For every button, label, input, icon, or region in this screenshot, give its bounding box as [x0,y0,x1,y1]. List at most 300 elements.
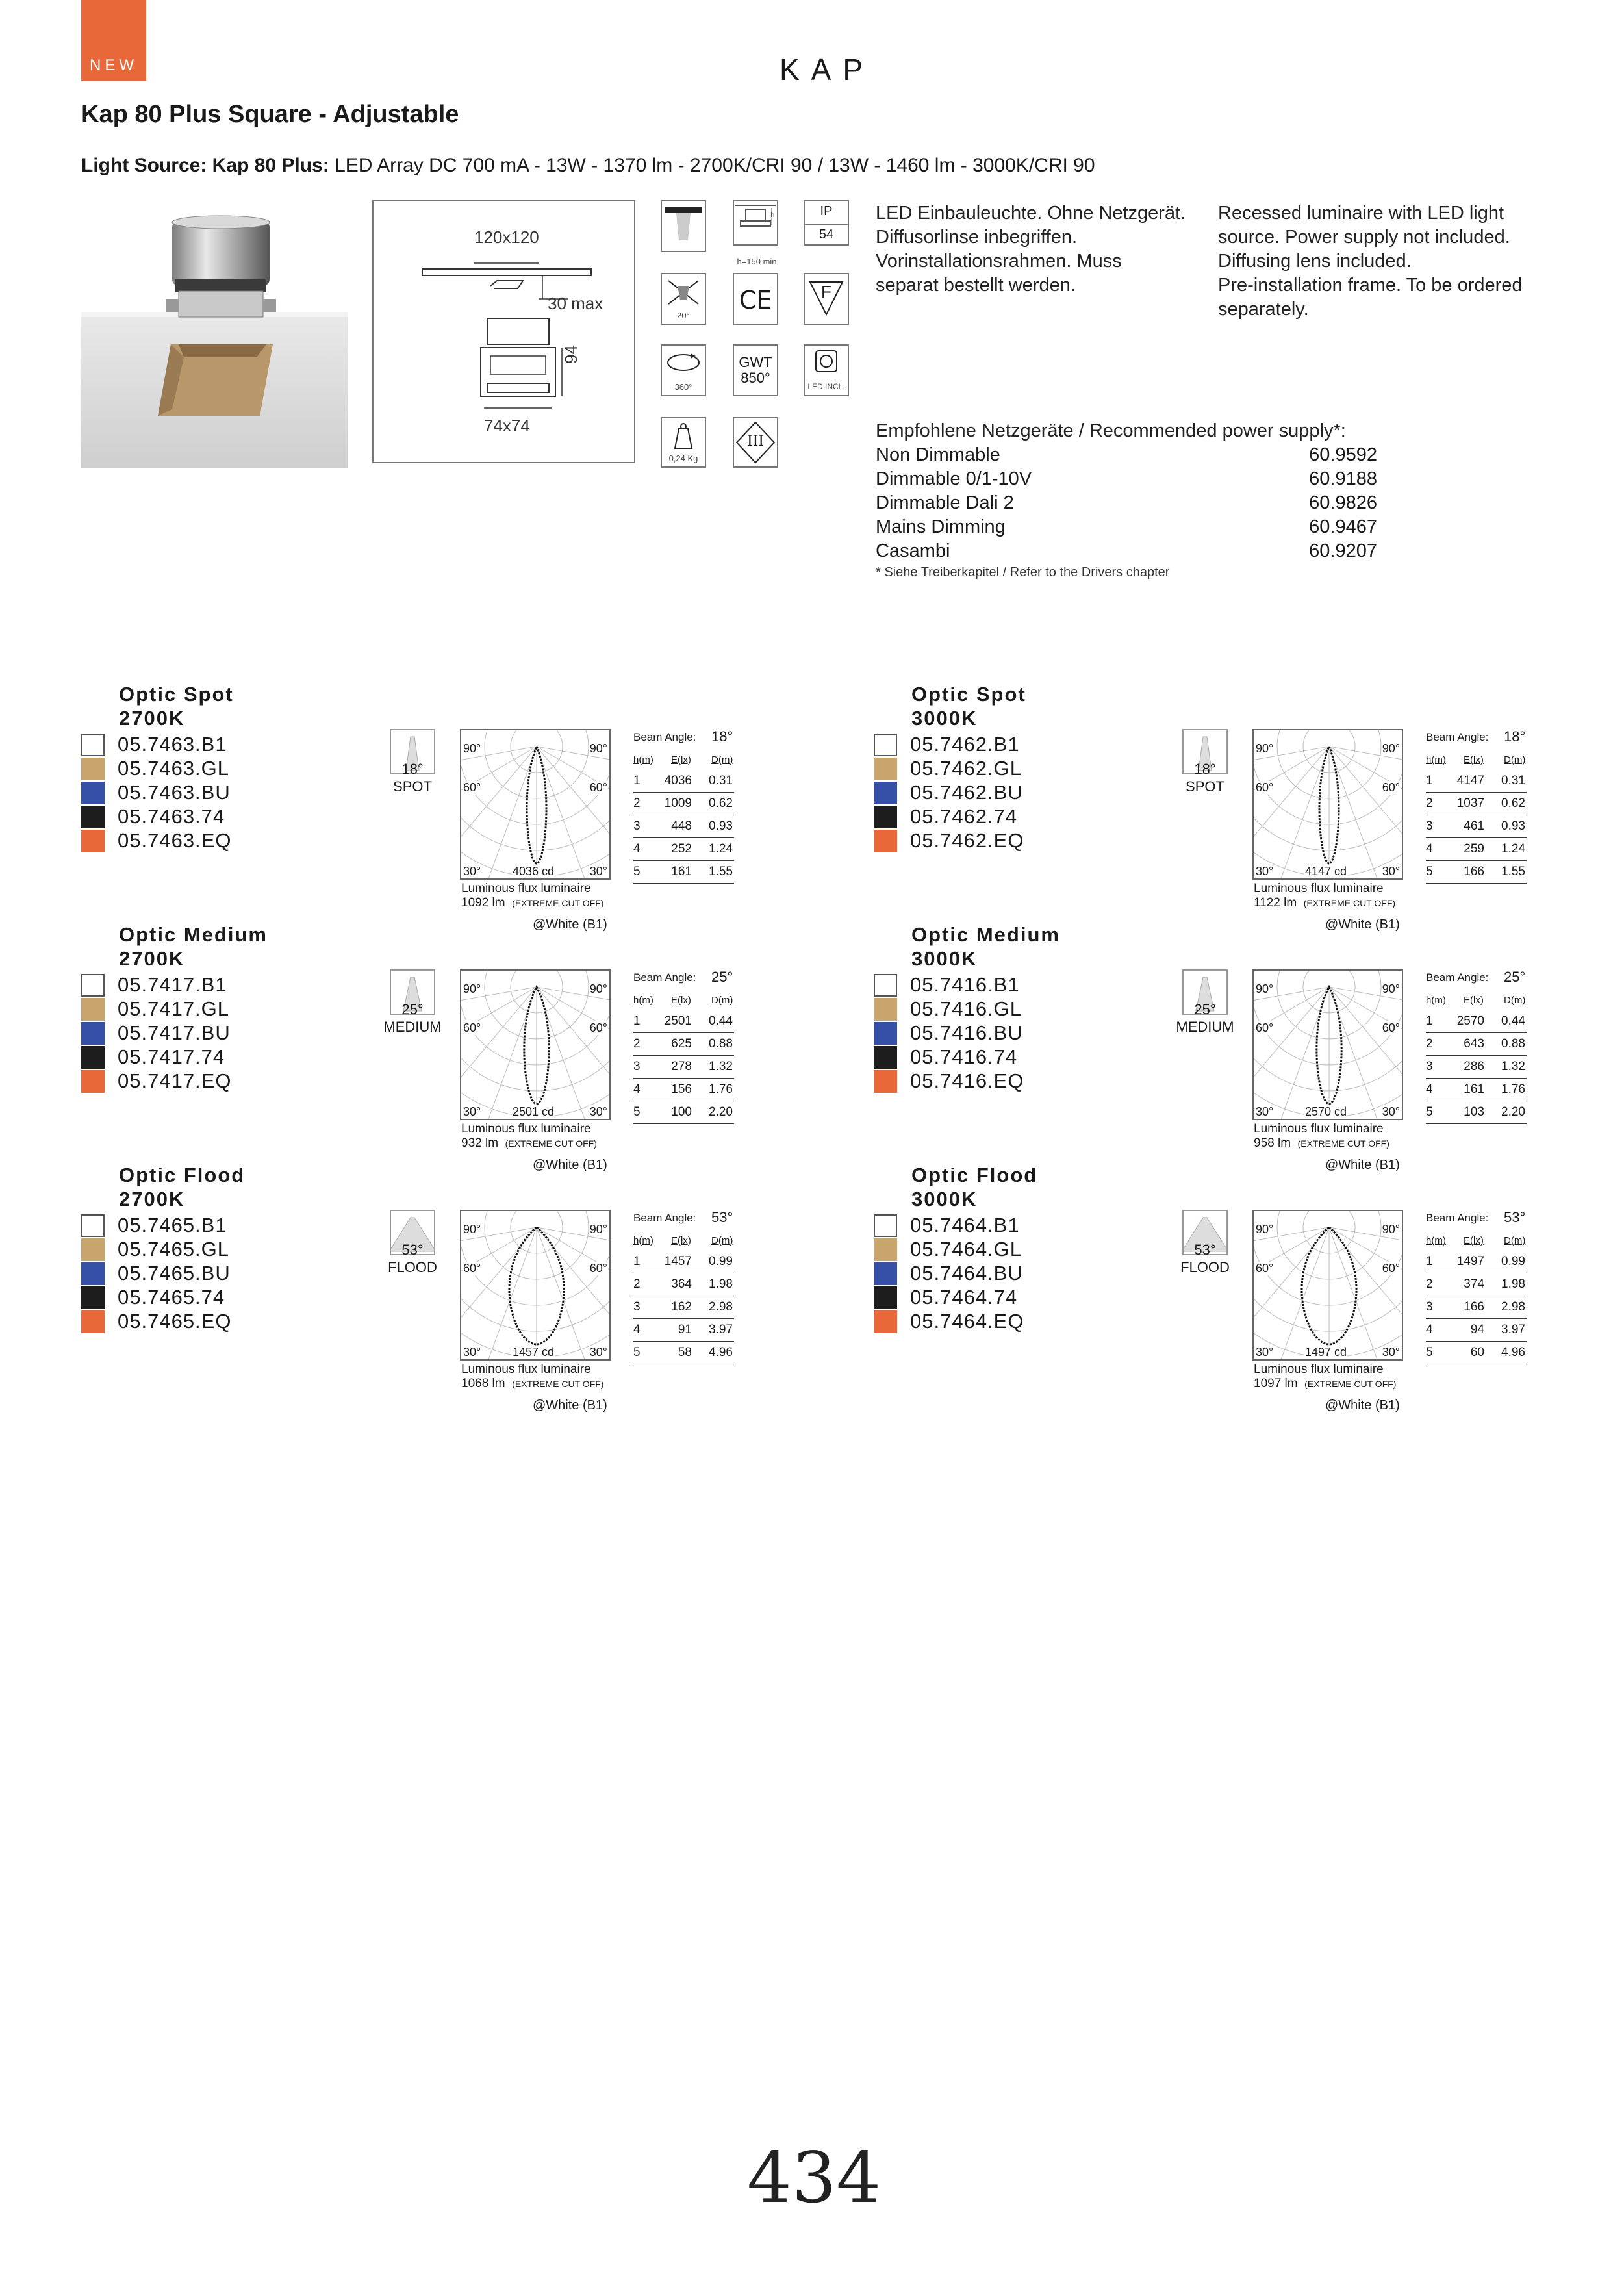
beam-angle-label: 25° [1194,1001,1216,1017]
power-supply-row [876,539,1377,563]
cell-e: 1457 [664,1255,692,1268]
col-header-d: D(m) [711,995,733,1006]
beam-angle-caption: Beam Angle: [633,971,696,984]
table-row [1426,1033,1527,1056]
product-code: 05.7463.B1 [118,733,227,756]
cell-e: 100 [671,1105,692,1119]
cell-h: 4 [633,1082,641,1096]
product-code: 05.7464.EQ [910,1310,1024,1333]
beam-type-label: FLOOD [388,1259,437,1275]
illuminance-table [633,1209,737,1368]
cell-e: 166 [1464,1300,1484,1314]
illuminance-table [633,971,737,1127]
angle-label: 90° [1256,1223,1274,1236]
product-code: 05.7417.74 [118,1045,225,1068]
beam-angle-value: 18° [711,728,733,745]
beam-angle-value: 53° [711,1209,733,1225]
power-supply-code: 60.9188 [1309,468,1377,489]
power-supply-row [876,491,1377,515]
cell-d: 1.32 [709,1060,733,1073]
color-swatch [874,1070,897,1093]
power-supply-code: 60.9467 [1309,517,1377,537]
col-header-d: D(m) [1504,754,1526,765]
angle-label: 30° [589,865,607,878]
beam-angle-label: 18° [1194,761,1216,777]
optic-block [874,1163,1588,1412]
cell-e: 625 [671,1037,692,1051]
cell-d: 1.76 [1501,1082,1525,1096]
flux-label: Luminous flux luminaire [1254,1362,1384,1376]
angle-label: 30° [463,1105,481,1118]
angle-label: 30° [589,1105,607,1118]
cell-h: 1 [633,774,641,787]
table-row [1426,1342,1527,1364]
angle-label: 30° [1382,1346,1400,1359]
cell-h: 4 [633,842,641,856]
cell-d: 0.99 [1501,1255,1525,1268]
product-code: 05.7416.B1 [910,973,1020,996]
cell-h: 4 [1426,1082,1433,1096]
new-badge-text: NEW [90,57,138,74]
cell-d: 0.88 [1501,1037,1525,1051]
cell-d: 0.62 [1501,797,1525,810]
table-row [1426,770,1527,793]
product-code: 05.7463.GL [118,757,230,780]
power-supply-row [876,443,1377,467]
product-code: 05.7417.B1 [118,973,227,996]
cell-e: 58 [678,1346,692,1359]
angle-label: 90° [589,1223,607,1236]
angle-label: 60° [589,1262,607,1275]
cell-h: 5 [1426,1105,1433,1119]
power-supply-heading: Empfohlene Netzgeräte / Recommended power supply*: [876,420,1346,441]
cell-h: 1 [1426,1255,1433,1268]
cell-e: 156 [671,1082,692,1096]
color-swatch [81,806,105,828]
cell-d: 0.44 [1501,1014,1525,1028]
optic-block [874,923,1588,1172]
cell-h: 3 [633,1300,641,1314]
color-swatch [874,806,897,828]
description-de-line: Diffusorlinse inbegriffen. [876,227,1078,248]
peak-intensity: 4147 cd [1305,865,1347,878]
beam-angle-label: 18° [401,761,424,777]
description-de-line: Vorinstallationsrahmen. Muss [876,251,1122,272]
description-en-line: source. Power supply not included. [1218,227,1510,248]
cell-e: 162 [671,1300,692,1314]
ip-label: IP [820,204,833,218]
ce-text: CE [739,286,772,314]
beam-angle-label: 25° [401,1001,424,1017]
cell-h: 5 [1426,865,1433,878]
flux-value: 932 lm [461,1136,499,1150]
table-row [1426,793,1527,815]
table-row [1426,1101,1527,1124]
optic-block [81,1163,796,1412]
color-swatch [874,1286,897,1309]
description-de [876,201,1186,298]
led-included-label: LED INCL. [807,382,845,391]
white-finish-note: @White (B1) [533,1158,607,1172]
angle-label: 60° [1382,1021,1400,1034]
col-header-e: E(lx) [671,754,691,765]
angle-label: 90° [463,982,481,995]
col-header-h: h(m) [1426,1235,1446,1246]
cell-e: 461 [1464,819,1484,833]
product-code: 05.7465.B1 [118,1214,227,1236]
svg-text:h: h [770,212,775,219]
polar-diagram [1252,969,1403,1120]
optic-name: Optic Spot [119,683,234,706]
table-row [633,838,734,861]
white-finish-note: @White (B1) [1325,1398,1400,1412]
cell-d: 1.98 [1501,1277,1525,1291]
cutoff-label: (EXTREME CUT OFF) [1304,1379,1397,1389]
angle-label: 60° [1256,781,1274,794]
cell-e: 374 [1464,1277,1484,1291]
h-min-label: h=150 min [737,257,777,266]
color-swatch [874,830,897,852]
flux-block [461,1122,597,1151]
col-header-d: D(m) [1504,995,1526,1006]
table-row [1426,1251,1527,1273]
flux-value: 1097 lm [1254,1377,1298,1390]
angle-label: 90° [1256,742,1274,755]
table-row [1426,838,1527,861]
cell-h: 5 [633,1105,641,1119]
peak-intensity: 1457 cd [513,1346,555,1359]
cell-d: 1.76 [709,1082,733,1096]
tilt-icon [661,273,706,325]
product-code: 05.7465.74 [118,1286,225,1309]
description-en-line: separately. [1218,299,1309,320]
cell-e: 2501 [664,1014,692,1028]
cell-d: 0.93 [709,819,733,833]
table-row [633,861,734,884]
optic-name: Optic Medium [911,923,1060,946]
peak-intensity: 1497 cd [1305,1346,1347,1359]
cell-h: 2 [1426,1037,1433,1051]
cell-h: 2 [633,797,641,810]
col-header-d: D(m) [1504,1235,1526,1246]
color-swatch [874,734,897,756]
white-finish-note: @White (B1) [533,1398,607,1412]
angle-label: 60° [589,1021,607,1034]
col-header-e: E(lx) [1464,1235,1484,1246]
color-swatch [874,998,897,1021]
cell-h: 4 [1426,1323,1433,1336]
beam-type-label: MEDIUM [1176,1019,1234,1035]
product-code: 05.7464.GL [910,1238,1022,1260]
product-code: 05.7463.BU [118,781,231,804]
color-swatch [874,1262,897,1285]
light-source-label: Light Source: Kap 80 Plus: [81,155,329,176]
cell-h: 3 [1426,1060,1433,1073]
new-badge [81,0,146,81]
table-row [1426,861,1527,884]
brand-name: KAP [780,53,875,86]
col-header-e: E(lx) [671,1235,691,1246]
angle-label: 90° [1382,982,1400,995]
ip-rating-icon [804,200,849,246]
product-code: 05.7465.GL [118,1238,230,1260]
flux-label: Luminous flux luminaire [1254,882,1384,895]
cell-h: 3 [633,1060,641,1073]
angle-label: 30° [463,1346,481,1359]
optic-temperature: 2700K [119,1188,185,1210]
dimension-drawing [372,200,635,463]
cell-h: 3 [1426,1300,1433,1314]
cell-e: 643 [1464,1037,1484,1051]
optic-name: Optic Medium [119,923,268,946]
illuminance-table [1426,1209,1530,1368]
gwt-label: GWT [739,354,772,370]
color-swatch [81,1046,105,1069]
color-swatch [81,758,105,780]
peak-intensity: 4036 cd [513,865,555,878]
cell-h: 5 [633,865,641,878]
col-header-e: E(lx) [1464,995,1484,1006]
table-row [1426,1056,1527,1079]
tilt-label: 20° [677,311,690,320]
table-row [633,1273,734,1296]
page-number: 434 [747,2138,882,2219]
cell-e: 259 [1464,842,1484,856]
description-en-line: Pre-installation frame. To be ordered [1218,275,1523,296]
cell-d: 2.98 [1501,1300,1525,1314]
color-swatch [81,1262,105,1285]
angle-label: 60° [1382,781,1400,794]
power-supply-name: Casambi [876,541,950,561]
description-en-line: Diffusing lens included. [1218,251,1412,272]
gwt-icon [733,344,778,396]
cell-e: 60 [1470,1346,1484,1359]
cell-h: 2 [1426,797,1433,810]
power-supply-name: Non Dimmable [876,444,1000,465]
product-code: 05.7462.B1 [910,733,1020,756]
description-de-line: separat bestellt werden. [876,275,1076,296]
flux-value: 1122 lm [1254,896,1297,910]
cell-h: 1 [633,1014,641,1028]
cell-e: 103 [1464,1105,1484,1119]
flux-label: Luminous flux luminaire [1254,1122,1384,1136]
color-swatch [81,1070,105,1093]
cell-h: 5 [1426,1346,1433,1359]
dim-top: 120x120 [474,227,539,247]
table-row [633,1056,734,1079]
table-row [1426,1079,1527,1101]
optic-temperature: 2700K [119,947,185,970]
power-supply-name: Dimmable 0/1-10V [876,468,1032,489]
color-swatch [81,1022,105,1045]
polar-diagram [460,1210,611,1361]
angle-label: 60° [463,1021,481,1034]
color-swatch [81,1286,105,1309]
color-swatch [81,830,105,852]
table-row [633,770,734,793]
cell-d: 3.97 [709,1323,733,1336]
color-swatch [874,974,897,997]
power-supply-code: 60.9826 [1309,492,1377,513]
flux-value: 958 lm [1254,1136,1291,1150]
cell-h: 1 [1426,1014,1433,1028]
cell-e: 166 [1464,865,1484,878]
dim-bottom: 74x74 [484,416,530,435]
cutoff-label: (EXTREME CUT OFF) [512,1379,604,1389]
angle-label: 90° [589,982,607,995]
product-code: 05.7465.EQ [118,1310,232,1333]
beam-angle-caption: Beam Angle: [1426,1212,1489,1224]
optic-block [81,682,796,932]
cell-d: 0.93 [1501,819,1525,833]
gwt-value: 850° [741,370,770,386]
angle-label: 30° [1256,865,1274,878]
angle-label: 60° [589,781,607,794]
product-title: Kap 80 Plus Square - Adjustable [81,101,459,128]
cell-e: 161 [671,865,692,878]
illuminance-table [633,728,737,887]
product-code: 05.7465.BU [118,1262,231,1284]
color-swatch [874,1214,897,1237]
cutoff-label: (EXTREME CUT OFF) [1297,1138,1389,1149]
product-code: 05.7416.GL [910,997,1022,1020]
optic-temperature: 3000K [911,1188,978,1210]
angle-label: 60° [1382,1262,1400,1275]
table-row [1426,1296,1527,1319]
cell-e: 4147 [1456,774,1484,787]
description-en-line: Recessed luminaire with LED light [1218,203,1504,224]
illuminance-table [1426,728,1530,887]
cell-e: 364 [671,1277,692,1291]
flux-label: Luminous flux luminaire [461,1122,591,1136]
table-row [633,1342,734,1364]
white-finish-note: @White (B1) [533,917,607,932]
color-swatch [81,1214,105,1237]
cell-d: 4.96 [709,1346,733,1359]
f-mark-icon [804,273,849,325]
product-code: 05.7462.74 [910,805,1018,828]
angle-label: 60° [463,781,481,794]
cell-e: 1037 [1456,797,1484,810]
color-swatch [81,1238,105,1261]
color-swatch [874,1046,897,1069]
flux-value: 1092 lm [461,896,505,910]
table-row [633,793,734,815]
power-supply-name: Dimmable Dali 2 [876,492,1014,513]
power-supply-code: 60.9207 [1309,541,1377,561]
flux-label: Luminous flux luminaire [461,1362,591,1376]
power-supply-row [876,467,1377,491]
cell-d: 1.98 [709,1277,733,1291]
cell-e: 94 [1470,1323,1484,1336]
angle-label: 30° [1256,1105,1274,1118]
cell-e: 286 [1464,1060,1484,1073]
product-code: 05.7416.74 [910,1045,1018,1068]
col-header-h: h(m) [633,1235,653,1246]
table-row [1426,1010,1527,1033]
cutoff-label: (EXTREME CUT OFF) [1303,898,1396,908]
optic-block [874,682,1588,932]
product-code: 05.7464.BU [910,1262,1023,1284]
weight-label: 0,24 Kg [668,454,698,463]
cell-d: 1.55 [1501,865,1525,878]
angle-label: 30° [589,1346,607,1359]
cell-e: 1497 [1456,1255,1484,1268]
peak-intensity: 2570 cd [1305,1105,1347,1118]
rotation-icon [661,344,706,396]
beam-type-label: FLOOD [1180,1259,1230,1275]
product-code: 05.7462.BU [910,781,1023,804]
table-row [633,1010,734,1033]
color-swatch [81,782,105,804]
flux-label: Luminous flux luminaire [461,882,591,895]
col-header-e: E(lx) [671,995,691,1006]
ce-mark-icon [733,273,778,325]
table-row [633,1296,734,1319]
power-supply-code: 60.9592 [1309,444,1377,465]
beam-type-label: MEDIUM [383,1019,442,1035]
angle-label: 30° [463,865,481,878]
product-code: 05.7462.EQ [910,829,1024,852]
table-row [1426,1319,1527,1342]
beam-angle-value: 18° [1504,728,1526,745]
table-row [633,1319,734,1342]
cell-d: 2.98 [709,1300,733,1314]
power-supply-row [876,515,1377,539]
beam-angle-value: 25° [1504,969,1526,985]
cell-h: 4 [633,1323,641,1336]
flux-block [461,1362,603,1391]
angle-label: 30° [1382,865,1400,878]
cell-e: 1009 [664,797,692,810]
beam-angle-value: 25° [711,969,733,985]
beam-angle-label: 53° [401,1242,424,1258]
product-code: 05.7462.GL [910,757,1022,780]
angle-label: 30° [1382,1105,1400,1118]
cell-d: 0.99 [709,1255,733,1268]
flux-block [461,882,603,910]
cell-d: 4.96 [1501,1346,1525,1359]
cell-d: 2.20 [709,1105,733,1119]
cell-h: 3 [1426,819,1433,833]
weight-icon [661,417,706,468]
cell-d: 2.20 [1501,1105,1525,1119]
color-swatch [81,1310,105,1333]
ip-value: 54 [805,224,848,242]
angle-label: 90° [1382,1223,1400,1236]
angle-label: 60° [1256,1021,1274,1034]
table-row [633,1251,734,1273]
cell-h: 2 [633,1277,641,1291]
cell-h: 3 [633,819,641,833]
cell-e: 252 [671,842,692,856]
peak-intensity: 2501 cd [513,1105,555,1118]
cell-d: 0.88 [709,1037,733,1051]
beam-type-label: SPOT [393,778,432,795]
product-code: 05.7417.BU [118,1021,231,1044]
product-code: 05.7464.74 [910,1286,1018,1309]
cell-d: 0.62 [709,797,733,810]
product-code: 05.7464.B1 [910,1214,1020,1236]
description-en [1218,201,1523,322]
polar-diagram [460,729,611,880]
polar-diagram [1252,729,1403,880]
optic-temperature: 2700K [119,707,185,730]
cell-d: 1.24 [709,842,733,856]
color-swatch [874,1022,897,1045]
color-swatch [874,758,897,780]
angle-label: 30° [1256,1346,1274,1359]
